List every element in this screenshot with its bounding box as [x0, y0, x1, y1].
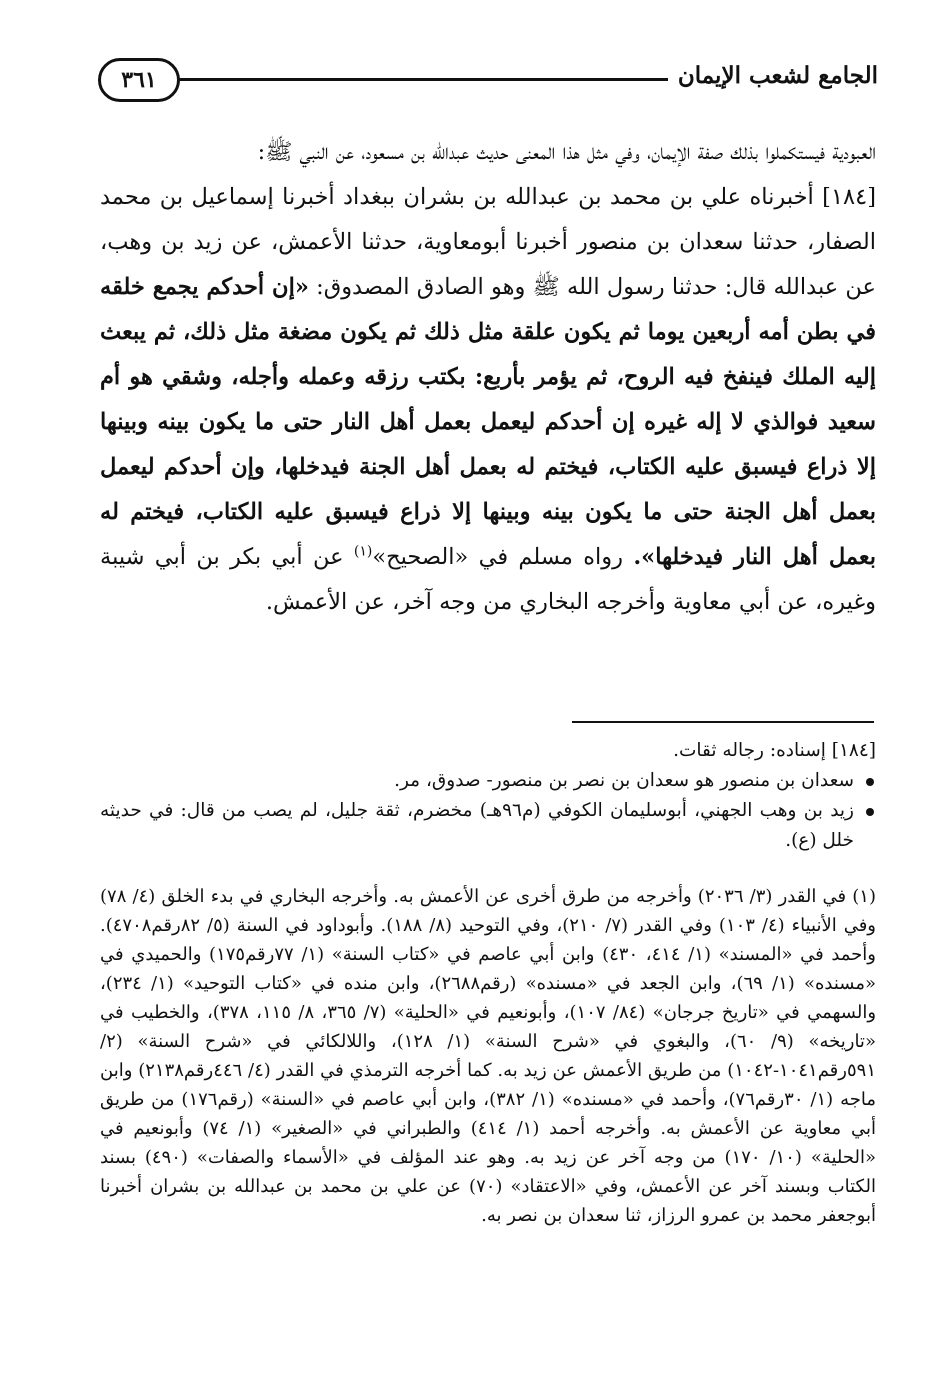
- narrator-note-1-text: سعدان بن منصور هو سعدان بن نصر بن منصور- صدوق، مر.: [394, 770, 854, 791]
- intro-text: العبودية فيستكملوا بذلك صفة الإيمان، وفي مثل هذا المعنى حديث عبدالله بن مسعود، عن النبي ﷺ:: [257, 139, 876, 165]
- takhrij-end: عن أبي بكر بن أبي شيبة وغيره، عن أبي معاوية وأخرجه البخاري من وجه آخر، عن الأعمش.: [100, 544, 876, 615]
- intro-paragraph: [100, 130, 876, 175]
- footnote-text: (١) في القدر (٣/ ٢٠٣٦) وأخرجه من طرق أخرى عن الأعمش به. وأخرجه البخاري في بدء الخلق (٤/ ٧٨) وفي الأنبياء (٤/ ١٠٣) وفي القدر (٧/ ٢١٠)، وفي التوحيد (٨/ ١٨٨). وأبوداود في السنة (٥/ ٨٢رقم٤٧٠٨). وأحمد في «المسند» (١/ ٤١٤، ٤٣٠) وابن أبي عاصم في «كتاب السنة» (١/ ٧٧رقم١٧٥) والحميدي في «مسنده» (١/ ٦٩)، وابن الجعد في «مسنده» (رقم٢٦٨٨)، وابن منده في «كتاب التوحيد» (١/ ٢٣٤)، والسهمي في «تاريخ جرجان» (٨٤/ ١٠٧)، وأبونعيم في «الحلية» (٧/ ٣٦٥، ٨/ ١١٥، ٣٧٨)، والخطيب في «تاريخه» (٩/ ٦٠)، والبغوي في «شرح السنة» (١/ ١٢٨)، واللالكائي في «شرح السنة» (٢/ ٥٩١رقم١٠٤١-١٠٤٢) من طريق الأعمش عن زيد به. كما أخرجه الترمذي في القدر (٤/ ٤٤٦رقم٢١٣٨) وابن ماجه (١/ ٣٠رقم٧٦)، وأحمد في «مسنده» (١/ ٣٨٢)، وابن أبي عاصم في «السنة» (رقم١٧٦) من طريق أبي معاوية عن الأعمش به. وأخرجه أحمد (١/ ٤١٤) والطبراني في «الصغير» (١/ ٧٤) وأبونعيم في «الحلية» (١٠/ ١٧٠) من وجه آخر عن زيد به. وهو عند المؤلف في «الأسماء والصفات» (٤٩٠) بسند الكتاب وبسند آخر عن الأعمش، وفي «الاعتقاد» (٧٠) عن علي بن محمد بن عبدالله بن بشران أخبرنا أبوجعفر محمد بن عمرو الرزاز، ثنا سعدان بن نصر به.: [100, 886, 877, 1226]
- narrator-note-2-text: زيد بن وهب الجهني، أبوسليمان الكوفي (م٩٦هـ) مخضرم، ثقة جليل، لم يصب من قال: في حديثه خلل (ع).: [100, 800, 854, 851]
- page-header: [98, 58, 878, 104]
- footnote-marker: (١): [353, 543, 373, 560]
- takhrij-start: رواه مسلم في «الصحيح»: [372, 544, 624, 570]
- bullet-icon: [866, 778, 874, 786]
- bullet-icon: [866, 808, 874, 816]
- isnad-text: أخبرناه علي بن محمد بن عبدالله بن بشران ببغداد أخبرنا إسماعيل بن محمد الصفار، حدثنا سعدان بن منصور أخبرنا أبومعاوية، حدثنا الأعمش، عن زيد بن وهب، عن عبدالله قال: حدثنا رسول الله ﷺ وهو الصادق المصدوق:: [100, 184, 876, 300]
- grading-line: [١٨٤] إسناده: رجاله ثقات.: [673, 740, 876, 761]
- matn-text: «إن أحدكم يجمع خلقه في بطن أمه أربعين يوما ثم يكون علقة مثل ذلك ثم يكون مضغة مثل ذلك، ثم يبعث إليه الملك فينفخ فيه الروح، ثم يؤمر بأربع: بكتب رزقه وعمله وأجله، وشقي هو أم سعيد فوالذي لا إله غيره إن أحدكم ليعمل بعمل أهل النار حتى ما يكون بينه وبينها إلا ذراع فيسبق عليه الكتاب، فيختم له بعمل أهل الجنة فيدخلها، وإن أحدكم ليعمل بعمل أهل الجنة حتى ما يكون بينه وبينها إلا ذراع فيسبق عليه الكتاب، فيختم له بعمل أهل النار فيدخلها».: [100, 274, 877, 570]
- hadith-number: [١٨٤]: [822, 184, 876, 210]
- narrator-note-2: [100, 796, 876, 856]
- annotations: [100, 736, 876, 856]
- book-title: الجامع لشعب الإيمان: [677, 62, 878, 89]
- page-number: ٣٦١: [98, 58, 180, 102]
- footnote: [100, 882, 876, 1230]
- header-rule: [178, 78, 668, 81]
- main-text: [100, 130, 876, 625]
- narrator-note-1: [100, 766, 876, 796]
- footnote-separator: [572, 721, 874, 723]
- hadith-paragraph: [100, 175, 876, 625]
